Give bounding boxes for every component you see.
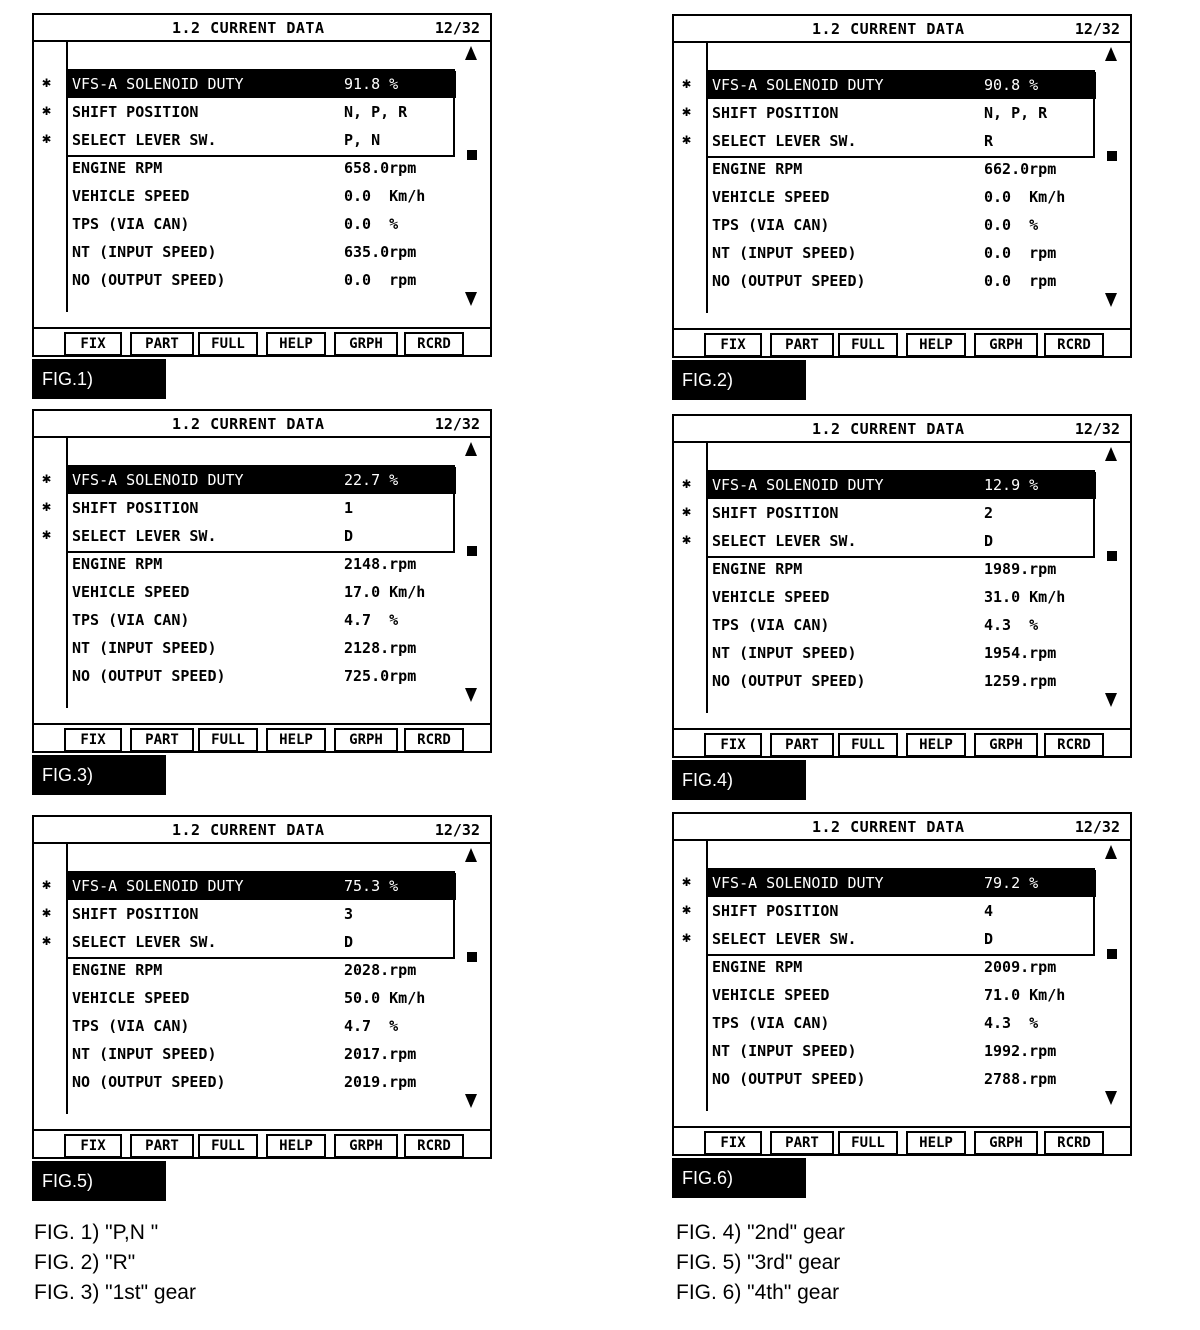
scroll-down-icon[interactable] (1105, 693, 1117, 707)
data-row[interactable] (708, 128, 1096, 155)
data-list (66, 42, 458, 312)
data-label: VFS-A SOLENOID DUTY (72, 471, 244, 489)
help-button[interactable]: HELP (266, 728, 326, 752)
fixed-markers (674, 443, 706, 713)
data-label: SELECT LEVER SW. (72, 933, 217, 951)
fixed-markers (34, 438, 66, 708)
scroll-up-icon[interactable] (1105, 447, 1117, 461)
caption-fig2: FIG. 2) "R" (34, 1251, 136, 1274)
scroll-up-icon[interactable] (465, 442, 477, 456)
data-row[interactable] (68, 523, 456, 550)
data-value: 17.0 Km/h (344, 583, 426, 601)
data-label: SHIFT POSITION (72, 499, 199, 517)
fixed-marker-icon: ✱ (42, 73, 52, 91)
scroll-thumb-icon[interactable] (1107, 151, 1117, 161)
fixed-marker-icon: ✱ (682, 928, 692, 946)
data-value: 2019.rpm (344, 1073, 417, 1091)
data-label: SELECT LEVER SW. (712, 132, 857, 150)
fix-button[interactable]: FIX (704, 333, 762, 357)
scrollbar[interactable] (456, 42, 490, 312)
full-button[interactable]: FULL (838, 1131, 898, 1155)
screen-header (674, 16, 1130, 43)
data-label: VFS-A SOLENOID DUTY (712, 874, 884, 892)
data-row[interactable] (708, 72, 1096, 99)
data-value: 2148.rpm (344, 555, 417, 573)
fix-button[interactable]: FIX (64, 332, 122, 356)
rcrd-button[interactable]: RCRD (404, 332, 464, 356)
page-indicator: 12/32 (434, 821, 480, 839)
scroll-up-icon[interactable] (1105, 845, 1117, 859)
data-row[interactable] (68, 467, 456, 494)
data-value: D (984, 930, 994, 948)
data-value: 2009.rpm (984, 958, 1057, 976)
rcrd-button[interactable]: RCRD (1044, 733, 1104, 757)
data-label: ENGINE RPM (712, 560, 803, 578)
page-indicator: 12/32 (434, 19, 480, 37)
scrollbar[interactable] (1096, 43, 1130, 313)
data-value: 4.3 % (984, 1014, 1039, 1032)
rcrd-button[interactable]: RCRD (1044, 333, 1104, 357)
data-label: VFS-A SOLENOID DUTY (712, 476, 884, 494)
data-label: NO (OUTPUT SPEED) (712, 672, 866, 690)
data-label: VFS-A SOLENOID DUTY (72, 877, 244, 895)
scroll-up-icon[interactable] (1105, 47, 1117, 61)
page-indicator: 12/32 (1074, 420, 1120, 438)
fixed-markers (34, 42, 66, 312)
data-row[interactable] (708, 1038, 1096, 1065)
scroll-down-icon[interactable] (1105, 1091, 1117, 1105)
current-data-screen (672, 14, 1132, 358)
scan-panel-fig6 (672, 812, 1130, 1188)
data-value: 2028.rpm (344, 961, 417, 979)
fixed-marker-icon: ✱ (42, 931, 52, 949)
screen-title: 1.2 CURRENT DATA (812, 818, 965, 836)
scroll-up-icon[interactable] (465, 46, 477, 60)
data-value: 1992.rpm (984, 1042, 1057, 1060)
data-value: 1 (344, 499, 354, 517)
scroll-up-icon[interactable] (465, 848, 477, 862)
data-label: SHIFT POSITION (712, 504, 839, 522)
full-button[interactable]: FULL (198, 332, 258, 356)
data-label: TPS (VIA CAN) (712, 216, 830, 234)
data-value: P, N (344, 131, 381, 149)
part-button[interactable]: PART (770, 1131, 834, 1155)
data-label: ENGINE RPM (712, 160, 803, 178)
data-row[interactable] (708, 528, 1096, 555)
fixed-markers (34, 844, 66, 1114)
data-list (66, 844, 458, 1114)
data-value: 0.0 Km/h (984, 188, 1066, 206)
scroll-down-icon[interactable] (1105, 293, 1117, 307)
caption-fig5: FIG. 5) "3rd" gear (676, 1251, 841, 1274)
data-value: D (984, 532, 994, 550)
data-row[interactable] (708, 1010, 1096, 1037)
fixed-marker-icon: ✱ (42, 101, 52, 119)
data-value: 4.7 % (344, 611, 399, 629)
scroll-thumb-icon[interactable] (1107, 949, 1117, 959)
data-label: VEHICLE SPEED (712, 986, 830, 1004)
help-button[interactable]: HELP (266, 1134, 326, 1158)
data-row[interactable] (68, 99, 456, 126)
data-row[interactable] (68, 239, 456, 266)
part-button[interactable]: PART (770, 333, 834, 357)
part-button[interactable]: PART (130, 332, 194, 356)
data-label: TPS (VIA CAN) (72, 1017, 190, 1035)
data-row[interactable] (68, 607, 456, 634)
data-row[interactable] (708, 268, 1096, 295)
grph-button[interactable]: GRPH (334, 1134, 398, 1158)
fixed-marker-icon: ✱ (682, 74, 692, 92)
data-label: NO (OUTPUT SPEED) (72, 667, 226, 685)
help-button[interactable]: HELP (906, 1131, 966, 1155)
current-data-screen (672, 812, 1132, 1156)
fix-button[interactable]: FIX (704, 1131, 762, 1155)
data-value: 1259.rpm (984, 672, 1057, 690)
data-value: 12.9 % (984, 476, 1039, 494)
data-label: VEHICLE SPEED (72, 989, 190, 1007)
data-label: NT (INPUT SPEED) (712, 644, 857, 662)
data-row[interactable] (68, 985, 456, 1012)
full-button[interactable]: FULL (198, 728, 258, 752)
fix-button[interactable]: FIX (704, 733, 762, 757)
data-label: TPS (VIA CAN) (712, 1014, 830, 1032)
data-list (706, 841, 1098, 1111)
scrollbar[interactable] (1096, 841, 1130, 1111)
grph-button[interactable]: GRPH (974, 733, 1038, 757)
data-label: SHIFT POSITION (712, 902, 839, 920)
screen-header (674, 416, 1130, 443)
data-list (706, 443, 1098, 713)
part-button[interactable]: PART (130, 1134, 194, 1158)
data-label: VFS-A SOLENOID DUTY (712, 76, 884, 94)
function-button-bar (34, 1129, 490, 1159)
scroll-thumb-icon[interactable] (467, 546, 477, 556)
data-row[interactable] (708, 870, 1096, 897)
data-value: 22.7 % (344, 471, 399, 489)
screen-header (34, 15, 490, 42)
data-label: SELECT LEVER SW. (72, 131, 217, 149)
data-label: VEHICLE SPEED (712, 588, 830, 606)
data-value: 0.0 rpm (344, 271, 417, 289)
scan-panel-fig2 (672, 14, 1130, 390)
fixed-marker-icon: ✱ (42, 469, 52, 487)
fixed-marker-icon: ✱ (42, 129, 52, 147)
data-list (66, 438, 458, 708)
data-label: ENGINE RPM (72, 961, 163, 979)
data-row[interactable] (708, 472, 1096, 499)
data-label: SELECT LEVER SW. (712, 930, 857, 948)
data-label: NO (OUTPUT SPEED) (712, 1070, 866, 1088)
fix-button[interactable]: FIX (64, 1134, 122, 1158)
scroll-down-icon[interactable] (465, 292, 477, 306)
data-label: SELECT LEVER SW. (72, 527, 217, 545)
data-value: 75.3 % (344, 877, 399, 895)
data-row[interactable] (708, 982, 1096, 1009)
data-label: NT (INPUT SPEED) (72, 1045, 217, 1063)
screen-title: 1.2 CURRENT DATA (172, 415, 325, 433)
data-value: 1989.rpm (984, 560, 1057, 578)
data-row[interactable] (68, 155, 456, 182)
caption-fig6: FIG. 6) "4th" gear (676, 1281, 840, 1304)
scroll-thumb-icon[interactable] (467, 952, 477, 962)
fixed-markers (674, 841, 706, 1111)
caption-fig1: FIG. 1) "P,N " (34, 1221, 159, 1244)
page-indicator: 12/32 (1074, 20, 1120, 38)
scan-panel-fig3 (32, 409, 490, 785)
data-row[interactable] (708, 954, 1096, 981)
data-row[interactable] (68, 211, 456, 238)
current-data-screen (32, 409, 492, 753)
fixed-marker-icon: ✱ (42, 497, 52, 515)
data-value: 0.0 Km/h (344, 187, 426, 205)
screen-header (34, 411, 490, 438)
data-value: 0.0 rpm (984, 272, 1057, 290)
data-row[interactable] (708, 584, 1096, 611)
data-value: 31.0 Km/h (984, 588, 1066, 606)
scan-panel-fig1 (32, 13, 490, 389)
page-indicator: 12/32 (434, 415, 480, 433)
scroll-down-icon[interactable] (465, 1094, 477, 1108)
screen-header (674, 814, 1130, 841)
full-button[interactable]: FULL (838, 333, 898, 357)
data-row[interactable] (68, 1013, 456, 1040)
help-button[interactable]: HELP (906, 333, 966, 357)
help-button[interactable]: HELP (266, 332, 326, 356)
function-button-bar (34, 327, 490, 357)
screen-title: 1.2 CURRENT DATA (812, 20, 965, 38)
fixed-marker-icon: ✱ (682, 102, 692, 120)
data-value: R (984, 132, 994, 150)
data-row[interactable] (708, 612, 1096, 639)
scan-panel-fig5 (32, 815, 490, 1191)
data-row[interactable] (68, 873, 456, 900)
current-data-screen (672, 414, 1132, 758)
figure-label: FIG.4) (672, 760, 806, 800)
data-value: 50.0 Km/h (344, 989, 426, 1007)
data-value: 4 (984, 902, 994, 920)
caption-fig3: FIG. 3) "1st" gear (34, 1281, 196, 1304)
data-label: SHIFT POSITION (712, 104, 839, 122)
data-label: TPS (VIA CAN) (72, 611, 190, 629)
fixed-marker-icon: ✱ (682, 900, 692, 918)
fixed-marker-icon: ✱ (42, 525, 52, 543)
help-button[interactable]: HELP (906, 733, 966, 757)
data-row[interactable] (68, 551, 456, 578)
data-label: VFS-A SOLENOID DUTY (72, 75, 244, 93)
data-label: VEHICLE SPEED (72, 583, 190, 601)
scrollbar[interactable] (456, 844, 490, 1114)
fixed-marker-icon: ✱ (42, 903, 52, 921)
data-row[interactable] (708, 640, 1096, 667)
data-value: 725.0rpm (344, 667, 417, 685)
rcrd-button[interactable]: RCRD (404, 1134, 464, 1158)
data-label: NO (OUTPUT SPEED) (712, 272, 866, 290)
data-value: 0.0 % (984, 216, 1039, 234)
data-label: TPS (VIA CAN) (712, 616, 830, 634)
data-value: 662.0rpm (984, 160, 1057, 178)
data-label: TPS (VIA CAN) (72, 215, 190, 233)
data-row[interactable] (708, 156, 1096, 183)
data-row[interactable] (68, 663, 456, 690)
data-value: 4.7 % (344, 1017, 399, 1035)
grph-button[interactable]: GRPH (974, 1131, 1038, 1155)
captions-right (676, 1218, 845, 1308)
data-row[interactable] (708, 898, 1096, 925)
data-row[interactable] (68, 71, 456, 98)
data-row[interactable] (708, 500, 1096, 527)
fixed-marker-icon: ✱ (682, 474, 692, 492)
fixed-marker-icon: ✱ (682, 872, 692, 890)
data-value: 1954.rpm (984, 644, 1057, 662)
current-data-screen (32, 13, 492, 357)
scroll-thumb-icon[interactable] (467, 150, 477, 160)
page-indicator: 12/32 (1074, 818, 1120, 836)
data-label: NT (INPUT SPEED) (72, 639, 217, 657)
data-label: NT (INPUT SPEED) (72, 243, 217, 261)
data-label: NO (OUTPUT SPEED) (72, 271, 226, 289)
data-row[interactable] (68, 183, 456, 210)
screen-title: 1.2 CURRENT DATA (172, 821, 325, 839)
data-value: 0.0 % (344, 215, 399, 233)
data-value: 90.8 % (984, 76, 1039, 94)
data-value: 635.0rpm (344, 243, 417, 261)
data-label: NT (INPUT SPEED) (712, 1042, 857, 1060)
data-row[interactable] (708, 1066, 1096, 1093)
data-value: 91.8 % (344, 75, 399, 93)
part-button[interactable]: PART (130, 728, 194, 752)
full-button[interactable]: FULL (198, 1134, 258, 1158)
data-value: 79.2 % (984, 874, 1039, 892)
fixed-marker-icon: ✱ (682, 130, 692, 148)
data-value: N, P, R (344, 103, 408, 121)
data-row[interactable] (68, 267, 456, 294)
data-row[interactable] (68, 635, 456, 662)
fixed-marker-icon: ✱ (682, 502, 692, 520)
data-value: 2128.rpm (344, 639, 417, 657)
data-value: 2 (984, 504, 994, 522)
caption-fig4: FIG. 4) "2nd" gear (676, 1221, 845, 1244)
data-label: NT (INPUT SPEED) (712, 244, 857, 262)
scrollbar[interactable] (1096, 443, 1130, 713)
scan-panel-fig4 (672, 414, 1130, 790)
data-label: ENGINE RPM (712, 958, 803, 976)
data-value: 0.0 rpm (984, 244, 1057, 262)
screen-header (34, 817, 490, 844)
grph-button[interactable]: GRPH (334, 332, 398, 356)
function-button-bar (674, 728, 1130, 758)
data-row[interactable] (68, 929, 456, 956)
fixed-marker-icon: ✱ (682, 530, 692, 548)
current-data-screen (32, 815, 492, 1159)
data-label: SHIFT POSITION (72, 103, 199, 121)
data-row[interactable] (68, 901, 456, 928)
rcrd-button[interactable]: RCRD (404, 728, 464, 752)
grph-button[interactable]: GRPH (974, 333, 1038, 357)
data-row[interactable] (708, 556, 1096, 583)
data-label: VEHICLE SPEED (72, 187, 190, 205)
data-value: 4.3 % (984, 616, 1039, 634)
data-row[interactable] (708, 184, 1096, 211)
data-row[interactable] (68, 495, 456, 522)
figure-label: FIG.3) (32, 755, 166, 795)
full-button[interactable]: FULL (838, 733, 898, 757)
data-value: 2017.rpm (344, 1045, 417, 1063)
data-row[interactable] (68, 127, 456, 154)
data-value: 2788.rpm (984, 1070, 1057, 1088)
fixed-marker-icon: ✱ (42, 875, 52, 893)
data-list (706, 43, 1098, 313)
data-row[interactable] (708, 926, 1096, 953)
data-value: D (344, 933, 354, 951)
data-value: 658.0rpm (344, 159, 417, 177)
data-row[interactable] (708, 212, 1096, 239)
data-row[interactable] (708, 240, 1096, 267)
data-label: NO (OUTPUT SPEED) (72, 1073, 226, 1091)
figure-label: FIG.6) (672, 1158, 806, 1198)
data-row[interactable] (68, 1041, 456, 1068)
screen-title: 1.2 CURRENT DATA (172, 19, 325, 37)
data-label: SELECT LEVER SW. (712, 532, 857, 550)
data-row[interactable] (68, 579, 456, 606)
data-row[interactable] (708, 100, 1096, 127)
data-label: ENGINE RPM (72, 159, 163, 177)
figure-label: FIG.2) (672, 360, 806, 400)
fixed-markers (674, 43, 706, 313)
grph-button[interactable]: GRPH (334, 728, 398, 752)
data-label: SHIFT POSITION (72, 905, 199, 923)
scroll-down-icon[interactable] (465, 688, 477, 702)
data-row[interactable] (708, 668, 1096, 695)
scrollbar[interactable] (456, 438, 490, 708)
data-value: 71.0 Km/h (984, 986, 1066, 1004)
screen-title: 1.2 CURRENT DATA (812, 420, 965, 438)
captions-left (34, 1218, 196, 1308)
rcrd-button[interactable]: RCRD (1044, 1131, 1104, 1155)
function-button-bar (674, 328, 1130, 358)
data-row[interactable] (68, 957, 456, 984)
data-value: N, P, R (984, 104, 1048, 122)
figure-label: FIG.1) (32, 359, 166, 399)
data-label: ENGINE RPM (72, 555, 163, 573)
data-row[interactable] (68, 1069, 456, 1096)
data-value: 3 (344, 905, 354, 923)
scroll-thumb-icon[interactable] (1107, 551, 1117, 561)
data-label: VEHICLE SPEED (712, 188, 830, 206)
part-button[interactable]: PART (770, 733, 834, 757)
data-value: D (344, 527, 354, 545)
figure-label: FIG.5) (32, 1161, 166, 1201)
function-button-bar (34, 723, 490, 753)
function-button-bar (674, 1126, 1130, 1156)
fix-button[interactable]: FIX (64, 728, 122, 752)
